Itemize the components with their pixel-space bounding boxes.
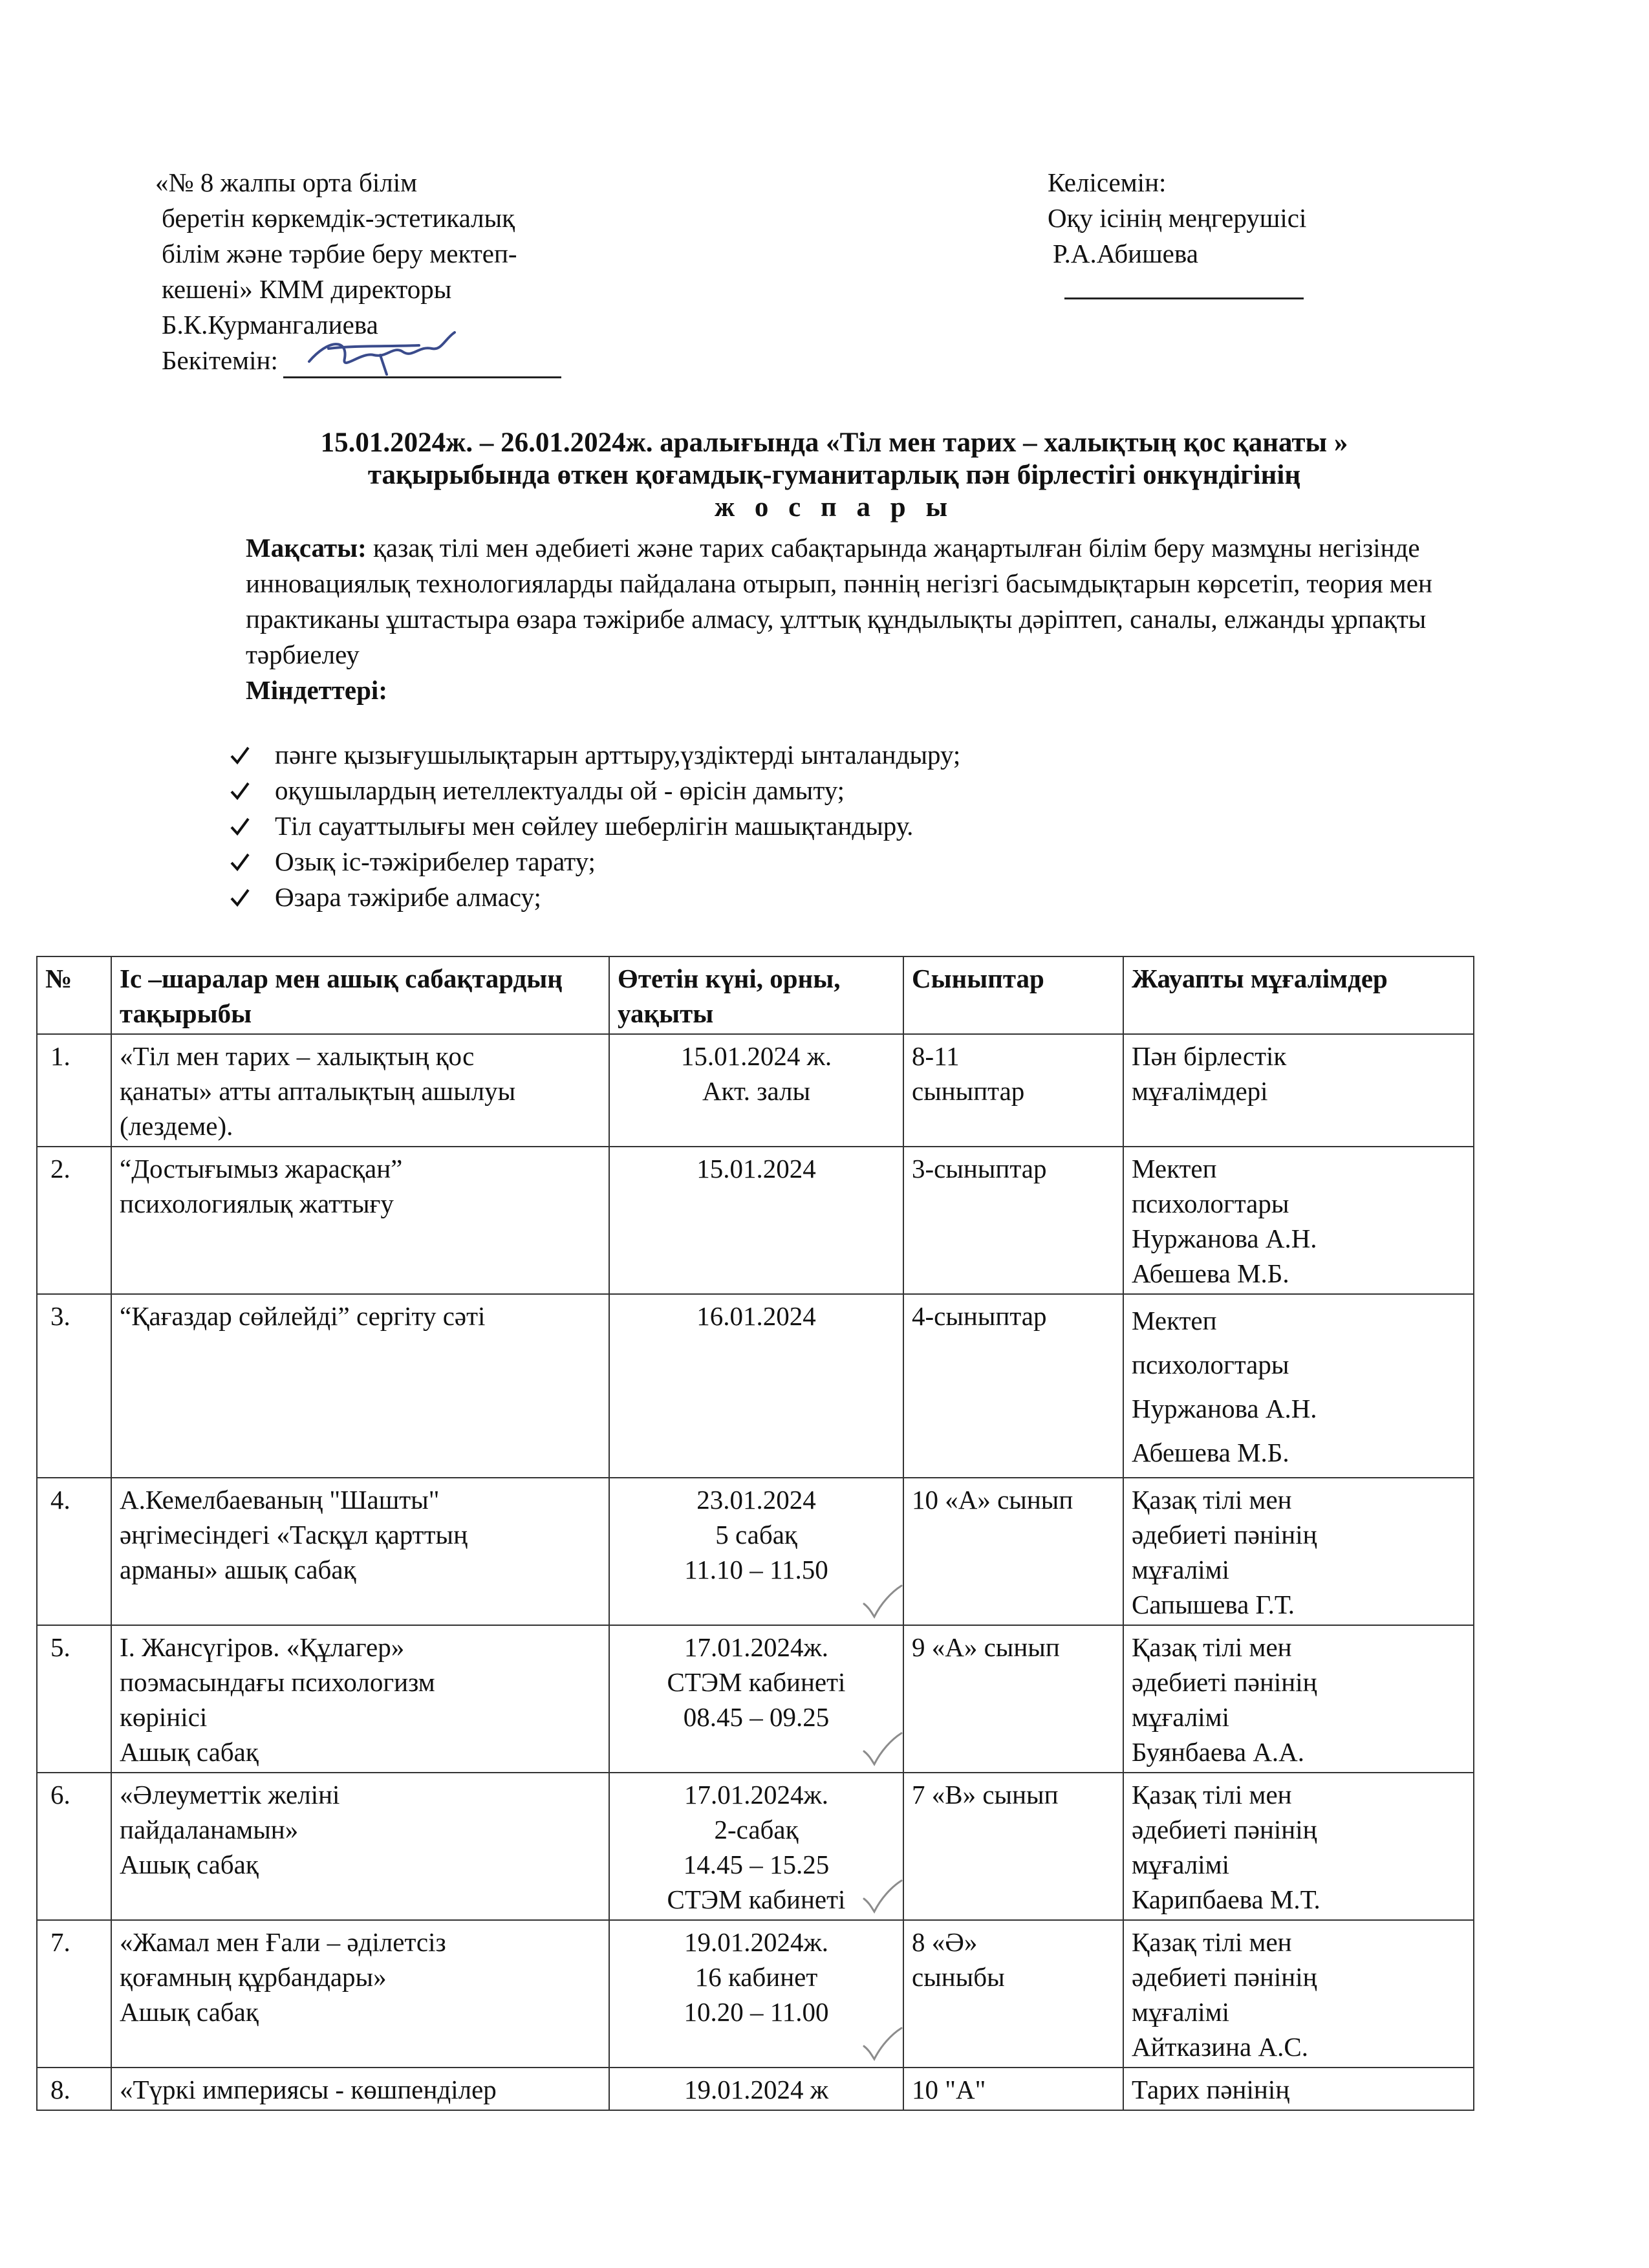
cell-line: 16 кабинет: [695, 1962, 818, 1992]
event-cell: [111, 2068, 609, 2110]
cell-line: “Достығымыз жарасқан”: [120, 1154, 403, 1183]
cell-line: 9 «А» сынып: [912, 1632, 1060, 1662]
classes-cell: [903, 1034, 1123, 1147]
cell-line: 10.20 – 11.00: [684, 1997, 829, 2027]
date-cell: [609, 2068, 903, 2110]
list-item: [230, 880, 1458, 915]
date-cell: [609, 1625, 903, 1773]
cell-line: «Әлеуметтік желіні: [120, 1780, 340, 1809]
agreement-line: Р.А.Абишева: [1053, 239, 1198, 268]
purpose-label: Мақсаты:: [246, 533, 367, 563]
task-text: Озық іс-тәжірибелер тарату;: [275, 847, 596, 876]
handwritten-signature: [290, 326, 484, 384]
cell-line: Қазақ тілі мен: [1132, 1632, 1292, 1662]
date-cell: [609, 1034, 903, 1147]
cell-line: 19.01.2024 ж: [684, 2075, 829, 2104]
cell-line: поэмасындағы психологизм: [120, 1667, 435, 1697]
classes-cell: [903, 1294, 1123, 1478]
cell-line: Абешева М.Б.: [1132, 1438, 1289, 1467]
task-text: Тіл сауаттылығы мен сөйлеу шеберлігін машықтандыру.: [275, 811, 914, 841]
cell-line: І. Жансүгіров. «Құлагер»: [120, 1632, 405, 1662]
cell-line: Буянбаева А.А.: [1132, 1737, 1305, 1767]
table-row: [37, 1294, 1474, 1478]
cell-line: «Тіл мен тарих – халықтың қос: [120, 1041, 475, 1071]
classes-cell: [903, 1773, 1123, 1920]
cell-line: мұғалімдері: [1132, 1076, 1268, 1106]
cell-line: Тарих пәнінің: [1132, 2075, 1290, 2104]
classes-cell: [903, 1478, 1123, 1625]
table-body: [37, 1034, 1474, 2110]
row-number: 6.: [37, 1773, 111, 1920]
classes-cell: [903, 1147, 1123, 1294]
cell-line: 5 сабақ: [715, 1520, 797, 1550]
cell-line: Қазақ тілі мен: [1132, 1485, 1292, 1515]
row-number: 3.: [37, 1294, 111, 1478]
approve-label: Бекітемін:: [162, 345, 278, 375]
cell-line: 3-сыныптар: [912, 1154, 1047, 1183]
row-number: 1.: [37, 1034, 111, 1147]
cell-line: 19.01.2024ж.: [684, 1927, 829, 1957]
cell-line: «Жамал мен Ғали – әділетсіз: [120, 1927, 446, 1957]
event-cell: [111, 1625, 609, 1773]
row-number: 5.: [37, 1625, 111, 1773]
classes-cell: [903, 1920, 1123, 2068]
teachers-cell: [1123, 1147, 1474, 1294]
cell-line: психологтары: [1132, 1350, 1289, 1379]
teachers-cell: [1123, 1625, 1474, 1773]
teachers-cell: [1123, 1034, 1474, 1147]
checkmark-icon: [230, 817, 275, 836]
teachers-cell: [1123, 1773, 1474, 1920]
cell-line: Айтказина А.С.: [1132, 2032, 1308, 2062]
cell-line: СТЭМ кабинеті: [667, 1885, 846, 1914]
date-cell: [609, 1147, 903, 1294]
cell-line: Қазақ тілі мен: [1132, 1780, 1292, 1809]
cell-line: “Қағаздар сөйлейді” сергіту сәті: [120, 1301, 486, 1331]
task-text: пәнге қызығушылықтарын арттыру,үздіктерді ынталандыру;: [275, 740, 961, 770]
cell-line: 8 «Ә»: [912, 1927, 978, 1957]
cell-line: Ашық сабақ: [120, 1850, 259, 1879]
task-text: оқушылардың иетеллектуалды ой - өрісін дамыту;: [275, 775, 845, 805]
classes-cell: [903, 1625, 1123, 1773]
event-cell: [111, 1147, 609, 1294]
cell-line: 23.01.2024: [696, 1485, 816, 1515]
cell-line: мұғалімі: [1132, 1702, 1230, 1732]
cell-line: 15.01.2024 ж.: [680, 1041, 832, 1071]
event-cell: [111, 1478, 609, 1625]
cell-line: 17.01.2024ж.: [684, 1632, 829, 1662]
cell-line: 15.01.2024: [696, 1154, 816, 1183]
table-row: [37, 1478, 1474, 1625]
header-classes: Сыныптар: [903, 956, 1123, 1034]
document-title: [129, 427, 1539, 524]
date-cell: [609, 1478, 903, 1625]
cell-line: әңгімесіндегі «Тасқұл қарттың: [120, 1520, 468, 1550]
cell-line: СТЭМ кабинеті: [667, 1667, 846, 1697]
approval-line: «№ 8 жалпы орта білім: [155, 167, 418, 197]
teachers-cell: [1123, 1478, 1474, 1625]
header-num: №: [37, 956, 111, 1034]
cell-line: Нуржанова А.Н.: [1132, 1394, 1317, 1423]
cell-line: Мектеп: [1132, 1306, 1217, 1335]
cell-line: мұғалімі: [1132, 1997, 1230, 2027]
cell-line: мұғалімі: [1132, 1850, 1230, 1879]
cell-line: әдебиеті пәнінің: [1132, 1520, 1317, 1550]
cell-line: психологтары: [1132, 1189, 1289, 1218]
event-cell: [111, 1773, 609, 1920]
date-cell: [609, 1920, 903, 2068]
list-item: [230, 773, 1458, 808]
cell-line: 7 «В» сынып: [912, 1780, 1059, 1809]
cell-line: 17.01.2024ж.: [684, 1780, 829, 1809]
event-cell: [111, 1034, 609, 1147]
table-row: [37, 1625, 1474, 1773]
agreement-signature-line: [1064, 297, 1304, 299]
row-number: 8.: [37, 2068, 111, 2110]
cell-line: 2-сабақ: [714, 1815, 799, 1844]
check-mark-icon: [860, 1729, 905, 1768]
title-line-1: 15.01.2024ж. – 26.01.2024ж. аралығында «Тіл мен тарих – халықтың қос қанаты »: [320, 427, 1348, 458]
cell-line: әдебиеті пәнінің: [1132, 1815, 1317, 1844]
cell-line: психологиялық жаттығу: [120, 1189, 394, 1218]
table-row: [37, 2068, 1474, 2110]
cell-line: қанаты» атты апталықтың ашылуы: [120, 1076, 516, 1106]
approval-line: білім және тәрбие беру мектеп-: [162, 239, 517, 268]
plan-table: [36, 956, 1474, 2111]
row-number: 2.: [37, 1147, 111, 1294]
purpose-section: [246, 530, 1513, 708]
tasks-list: [230, 737, 1458, 915]
classes-cell: [903, 2068, 1123, 2110]
row-number: 4.: [37, 1478, 111, 1625]
cell-line: Сапышева Г.Т.: [1132, 1590, 1295, 1619]
cell-line: Қазақ тілі мен: [1132, 1927, 1292, 1957]
header-teachers: Жауапты мұғалімдер: [1123, 956, 1474, 1034]
table-row: [37, 1147, 1474, 1294]
event-cell: [111, 1294, 609, 1478]
agreement-block: [1048, 165, 1410, 299]
approval-line: кешені» КММ директоры: [162, 274, 452, 304]
cell-line: Карипбаева М.Т.: [1132, 1885, 1320, 1914]
cell-line: 10 "А": [912, 2075, 986, 2104]
checkmark-icon: [230, 852, 275, 872]
checkmark-icon: [230, 781, 275, 801]
cell-line: пайдаланамын»: [120, 1815, 299, 1844]
cell-line: арманы» ашық сабақ: [120, 1555, 356, 1584]
date-cell: [609, 1773, 903, 1920]
agreement-line: Оқу ісінің меңгерушісі: [1048, 203, 1307, 233]
cell-line: (лездеме).: [120, 1111, 233, 1141]
cell-line: Акт. залы: [702, 1076, 811, 1106]
checkmark-icon: [230, 746, 275, 765]
task-text: Өзара тәжірибе алмасу;: [275, 882, 541, 912]
cell-line: көрінісі: [120, 1702, 208, 1732]
cell-line: Ашық сабақ: [120, 1737, 259, 1767]
check-mark-icon: [860, 1582, 905, 1621]
cell-line: 08.45 – 09.25: [683, 1702, 830, 1732]
approval-signature-row: [155, 343, 647, 378]
cell-line: «Түркі империясы - көшпенділер: [120, 2075, 497, 2104]
header-event: Іс –шаралар мен ашық сабақтардың тақырыбы: [111, 956, 609, 1034]
signature-line: [283, 348, 561, 378]
cell-line: 8-11: [912, 1041, 960, 1071]
table-row: [37, 1034, 1474, 1147]
cell-line: 14.45 – 15.25: [683, 1850, 830, 1879]
title-line-3: ж о с п а р ы: [714, 492, 954, 523]
tasks-label: Міндеттері:: [246, 675, 387, 705]
table-row: [37, 1920, 1474, 2068]
agreement-line: Келісемін:: [1048, 167, 1167, 197]
cell-line: әдебиеті пәнінің: [1132, 1962, 1317, 1992]
approval-line: Б.К.Курмангалиева: [162, 310, 378, 340]
check-mark-icon: [860, 2024, 905, 2063]
cell-line: 16.01.2024: [696, 1301, 816, 1331]
cell-line: Ашық сабақ: [120, 1997, 259, 2027]
header-date: Өтетін күні, орны, уақыты: [609, 956, 903, 1034]
cell-line: Нуржанова А.Н.: [1132, 1224, 1317, 1253]
event-cell: [111, 1920, 609, 2068]
table-header-row: [37, 956, 1474, 1034]
date-cell: [609, 1294, 903, 1478]
cell-line: әдебиеті пәнінің: [1132, 1667, 1317, 1697]
cell-line: 4-сыныптар: [912, 1301, 1047, 1331]
cell-line: Абешева М.Б.: [1132, 1258, 1289, 1288]
list-item: [230, 808, 1458, 844]
cell-line: қоғамның құрбандары»: [120, 1962, 387, 1992]
title-line-2: тақырыбында өткен қоғамдық-гуманитарлық пән бірлестігі онкүндігінің: [367, 460, 1301, 490]
cell-line: 10 «А» сынып: [912, 1485, 1073, 1515]
cell-line: А.Кемелбаеваның "Шашты": [120, 1485, 440, 1515]
cell-line: Мектеп: [1132, 1154, 1217, 1183]
cell-line: Пән бірлестік: [1132, 1041, 1287, 1071]
approval-line: беретін көркемдік-эстетикалық: [162, 203, 515, 233]
row-number: 7.: [37, 1920, 111, 2068]
teachers-cell: [1123, 1920, 1474, 2068]
teachers-cell: [1123, 2068, 1474, 2110]
list-item: [230, 844, 1458, 880]
cell-line: сыныптар: [912, 1076, 1025, 1106]
table-row: [37, 1773, 1474, 1920]
list-item: [230, 737, 1458, 773]
teachers-cell: [1123, 1294, 1474, 1478]
cell-line: 11.10 – 11.50: [684, 1555, 828, 1584]
cell-line: мұғалімі: [1132, 1555, 1230, 1584]
purpose-text: қазақ тілі мен әдебиеті және тарих сабақтарында жаңартылған білім беру мазмұны негізінде инновациялық технологияларды пайдалана отырып, пәннің негізгі басымдықтарын көрсетіп, теория мен практиканы ұштастыра өзара тәжірибе алмасу, ұлттық құндылықты дәріптеп, саналы, елжанды ұрпақты тәрбиелеу: [246, 533, 1432, 669]
check-mark-icon: [860, 1877, 905, 1916]
cell-line: сыныбы: [912, 1962, 1005, 1992]
checkmark-icon: [230, 888, 275, 907]
approval-block: [155, 165, 647, 378]
